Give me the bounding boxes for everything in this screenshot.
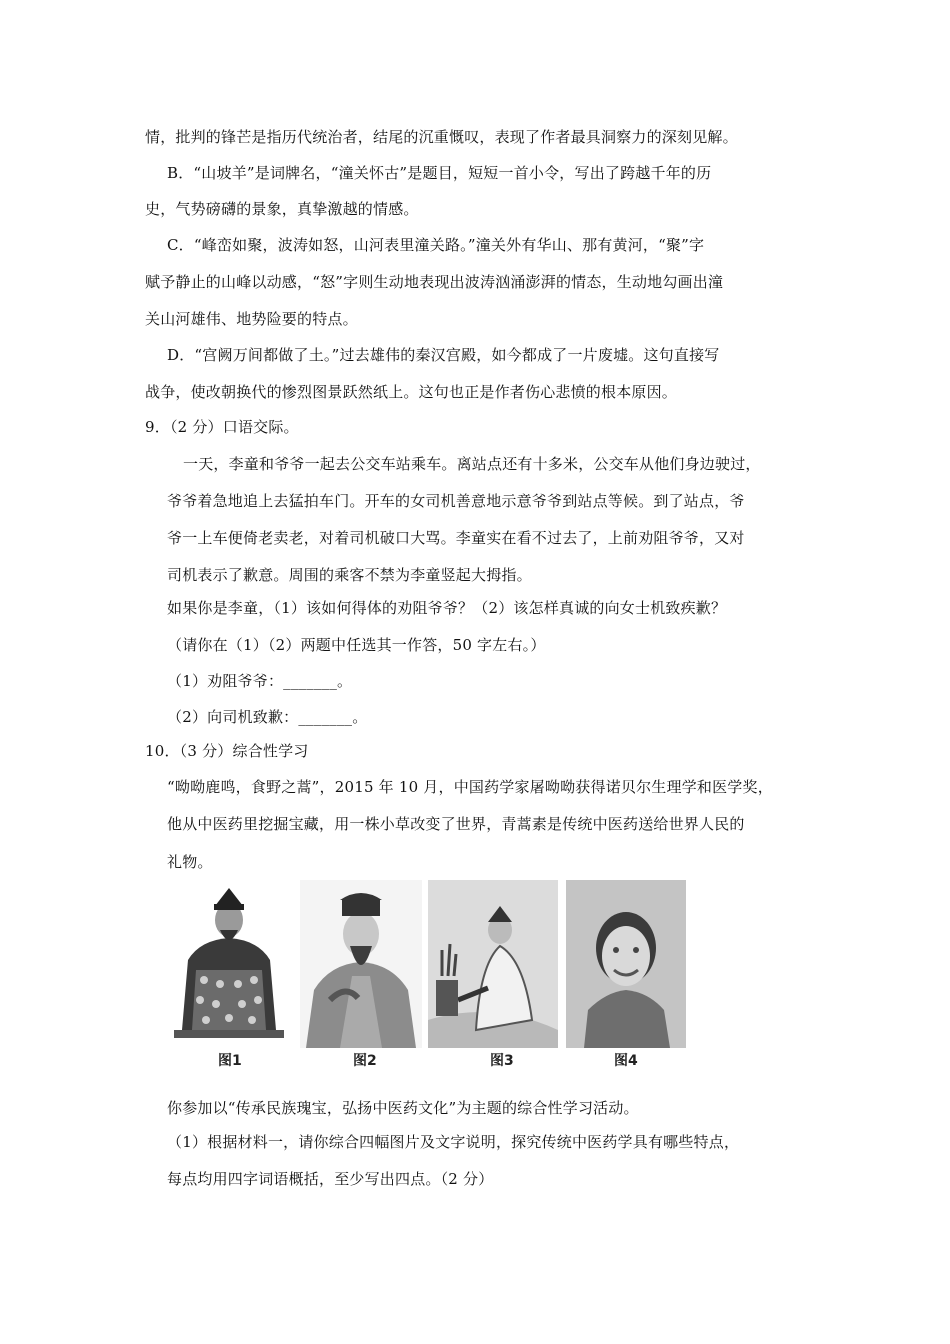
figure-4-caption: 图4 [614, 1053, 638, 1069]
question-9-passage-2: 爷爷着急地追上去猛拍车门。开车的女司机善意地示意爷爷到站点等候。到了站点，爷 [167, 492, 745, 510]
option-d: D．“宫阙万间都做了土。”过去雄伟的秦汉宫殿，如今都成了一片废墟。这句直接写 [167, 346, 720, 364]
figure-2-caption: 图2 [353, 1053, 377, 1069]
question-9-passage-4: 司机表示了歉意。周围的乘客不禁为李童竖起大拇指。 [167, 566, 532, 584]
figure-1-caption: 图1 [218, 1053, 242, 1069]
option-b-continuation: 史，气势磅礴的景象，真挚激越的情感。 [145, 200, 419, 218]
question-10-subquestion-1: （1）根据材料一，请你综合四幅图片及文字说明，探究传统中医药学具有哪些特点， [167, 1133, 740, 1151]
question-9-passage-1: 一天，李童和爷爷一起去公交车站乘车。离站点还有十多米，公交车从他们身边驶过， [183, 455, 761, 473]
question-10-passage-2: 他从中医药里挖掘宝藏，用一株小草改变了世界，青蒿素是传统中医药送给世界人民的 [167, 815, 745, 833]
question-9-answer-1: （1）劝阻爷爷：_______。 [167, 672, 353, 690]
question-10-title: 10．（3 分）综合性学习 [145, 742, 309, 760]
question-9-answer-2: （2）向司机致歉：_______。 [167, 708, 368, 726]
question-9-title: 9．（2 分）口语交际。 [145, 418, 299, 436]
option-a-continuation: 情，批判的锋芒是指历代统治者，结尾的沉重慨叹，表现了作者最具洞察力的深刻见解。 [145, 128, 738, 146]
figure-row [170, 880, 690, 1070]
question-10-activity: 你参加以“传承民族瑰宝，弘扬中医药文化”为主题的综合性学习活动。 [167, 1099, 639, 1117]
question-10-passage-1: “呦呦鹿鸣，食野之蒿”，2015 年 10 月，中国药学家屠呦呦获得诺贝尔生理学和医学奖， [167, 778, 773, 796]
option-c: C．“峰峦如聚，波涛如怒，山河表里潼关路。”潼关外有华山、那有黄河，“聚”字 [167, 236, 705, 254]
figure-3-image [428, 880, 558, 1048]
question-9-instruction: （请你在（1）（2）两题中任选其一作答，50 字左右。） [167, 636, 546, 654]
option-d-continuation: 战争，使改朝换代的惨烈图景跃然纸上。这句也正是作者伤心悲愤的根本原因。 [145, 383, 678, 401]
figure-2-image [300, 880, 422, 1048]
figure-1-image [170, 880, 288, 1048]
option-c-continuation-1: 赋予静止的山峰以动感，“怒”字则生动地表现出波涛汹涌澎湃的情态，生动地勾画出潼 [145, 273, 724, 291]
option-c-continuation-2: 关山河雄伟、地势险要的特点。 [145, 310, 358, 328]
question-9-prompt: 如果你是李童，（1）该如何得体的劝阻爷爷？（2）该怎样真诚的向女士机致疾歉？ [167, 599, 727, 617]
option-b: B．“山坡羊”是词牌名，“潼关怀古”是题目，短短一首小令，写出了跨越千年的历 [167, 164, 712, 182]
question-10-passage-3: 礼物。 [167, 853, 213, 871]
question-9-passage-3: 爷一上车便倚老卖老，对着司机破口大骂。李童实在看不过去了，上前劝阻爷爷，又对 [167, 529, 745, 547]
figure-3-caption: 图3 [490, 1053, 514, 1069]
figure-4-image [566, 880, 686, 1048]
question-10-subquestion-1-continuation: 每点均用四字词语概括，至少写出四点。（2 分） [167, 1170, 494, 1188]
